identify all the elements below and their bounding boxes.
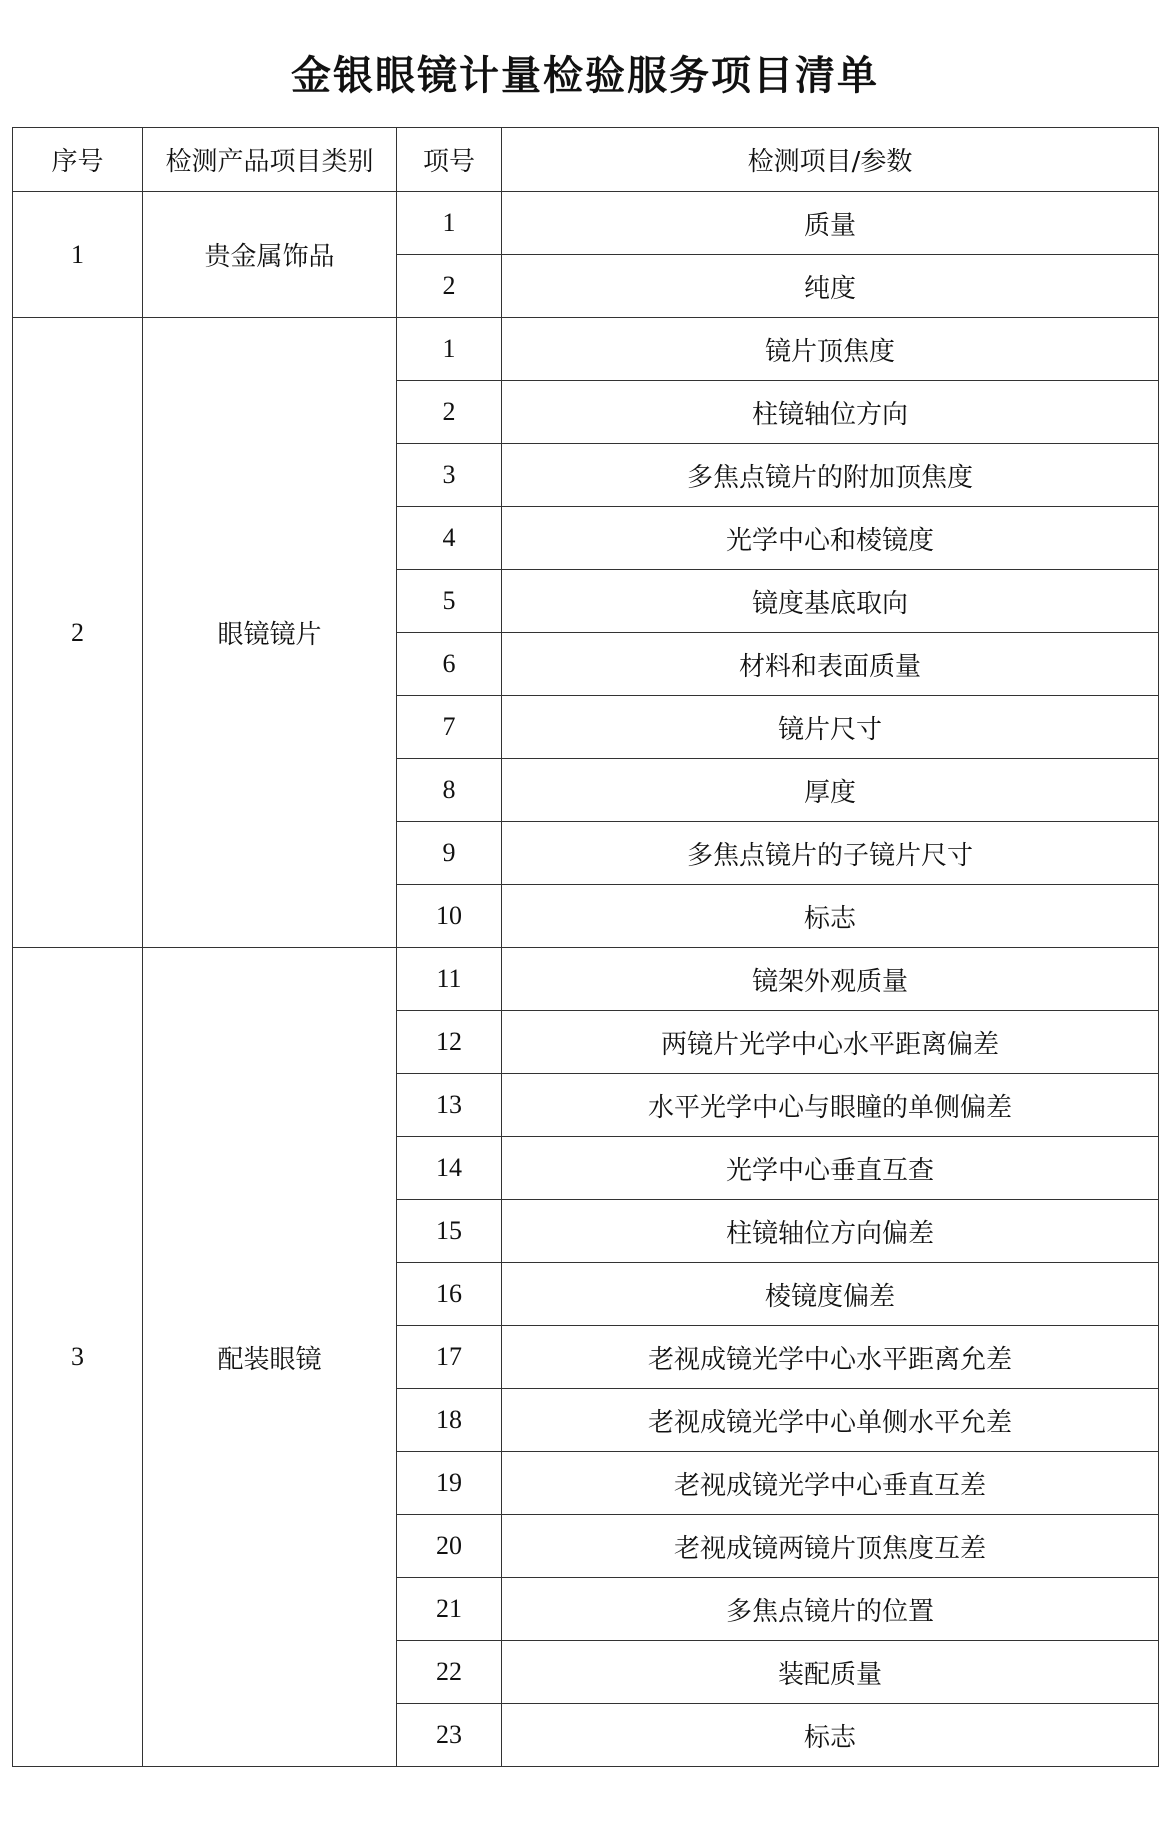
item-parameter-cell: 质量 (502, 192, 1159, 255)
item-parameter-cell: 镜片尺寸 (502, 696, 1159, 759)
item-parameter-cell: 光学中心和棱镜度 (502, 507, 1159, 570)
item-no-cell: 5 (397, 570, 502, 633)
header-parameter: 检测项目/参数 (502, 128, 1159, 192)
item-no-cell: 1 (397, 192, 502, 255)
item-no-cell: 14 (397, 1137, 502, 1200)
item-parameter-cell: 棱镜度偏差 (502, 1263, 1159, 1326)
group-category-cell: 贵金属饰品 (143, 192, 397, 318)
item-parameter-cell: 老视成镜光学中心单侧水平允差 (502, 1389, 1159, 1452)
item-parameter-cell: 标志 (502, 1704, 1159, 1767)
item-parameter-cell: 老视成镜光学中心水平距离允差 (502, 1326, 1159, 1389)
item-parameter-cell: 镜片顶焦度 (502, 318, 1159, 381)
item-no-cell: 9 (397, 822, 502, 885)
item-no-cell: 10 (397, 885, 502, 948)
item-parameter-cell: 多焦点镜片的子镜片尺寸 (502, 822, 1159, 885)
item-no-cell: 15 (397, 1200, 502, 1263)
page-title: 金银眼镜计量检验服务项目清单 (291, 53, 879, 99)
table-row (13, 192, 1159, 255)
item-no-cell: 1 (397, 318, 502, 381)
item-no-cell: 16 (397, 1263, 502, 1326)
item-parameter-cell: 纯度 (502, 255, 1159, 318)
table-row (13, 318, 1159, 381)
item-parameter-cell: 多焦点镜片的位置 (502, 1578, 1159, 1641)
item-parameter-cell: 材料和表面质量 (502, 633, 1159, 696)
header-item-no: 项号 (397, 128, 502, 192)
item-parameter-cell: 老视成镜光学中心垂直互差 (502, 1452, 1159, 1515)
item-no-cell: 13 (397, 1074, 502, 1137)
item-no-cell: 17 (397, 1326, 502, 1389)
item-no-cell: 2 (397, 255, 502, 318)
item-parameter-cell: 水平光学中心与眼瞳的单侧偏差 (502, 1074, 1159, 1137)
group-seq-cell: 3 (13, 948, 143, 1767)
group-category-cell: 眼镜镜片 (143, 318, 397, 948)
table-body (13, 192, 1159, 1767)
item-no-cell: 7 (397, 696, 502, 759)
item-no-cell: 20 (397, 1515, 502, 1578)
item-parameter-cell: 光学中心垂直互查 (502, 1137, 1159, 1200)
item-no-cell: 8 (397, 759, 502, 822)
item-parameter-cell: 老视成镜两镜片顶焦度互差 (502, 1515, 1159, 1578)
item-no-cell: 22 (397, 1641, 502, 1704)
item-no-cell: 19 (397, 1452, 502, 1515)
group-category-cell: 配装眼镜 (143, 948, 397, 1767)
item-parameter-cell: 镜架外观质量 (502, 948, 1159, 1011)
item-parameter-cell: 柱镜轴位方向 (502, 381, 1159, 444)
header-seq: 序号 (13, 128, 143, 192)
item-no-cell: 12 (397, 1011, 502, 1074)
item-no-cell: 2 (397, 381, 502, 444)
item-parameter-cell: 多焦点镜片的附加顶焦度 (502, 444, 1159, 507)
item-no-cell: 21 (397, 1578, 502, 1641)
item-no-cell: 4 (397, 507, 502, 570)
item-parameter-cell: 柱镜轴位方向偏差 (502, 1200, 1159, 1263)
item-parameter-cell: 厚度 (502, 759, 1159, 822)
header-category: 检测产品项目类别 (143, 128, 397, 192)
item-no-cell: 23 (397, 1704, 502, 1767)
group-seq-cell: 2 (13, 318, 143, 948)
item-parameter-cell: 两镜片光学中心水平距离偏差 (502, 1011, 1159, 1074)
item-no-cell: 11 (397, 948, 502, 1011)
table-row (13, 948, 1159, 1011)
item-no-cell: 18 (397, 1389, 502, 1452)
group-seq-cell: 1 (13, 192, 143, 318)
service-items-table (12, 127, 1159, 1767)
table-header-row (13, 128, 1159, 192)
item-no-cell: 6 (397, 633, 502, 696)
item-parameter-cell: 标志 (502, 885, 1159, 948)
item-parameter-cell: 装配质量 (502, 1641, 1159, 1704)
item-parameter-cell: 镜度基底取向 (502, 570, 1159, 633)
item-no-cell: 3 (397, 444, 502, 507)
